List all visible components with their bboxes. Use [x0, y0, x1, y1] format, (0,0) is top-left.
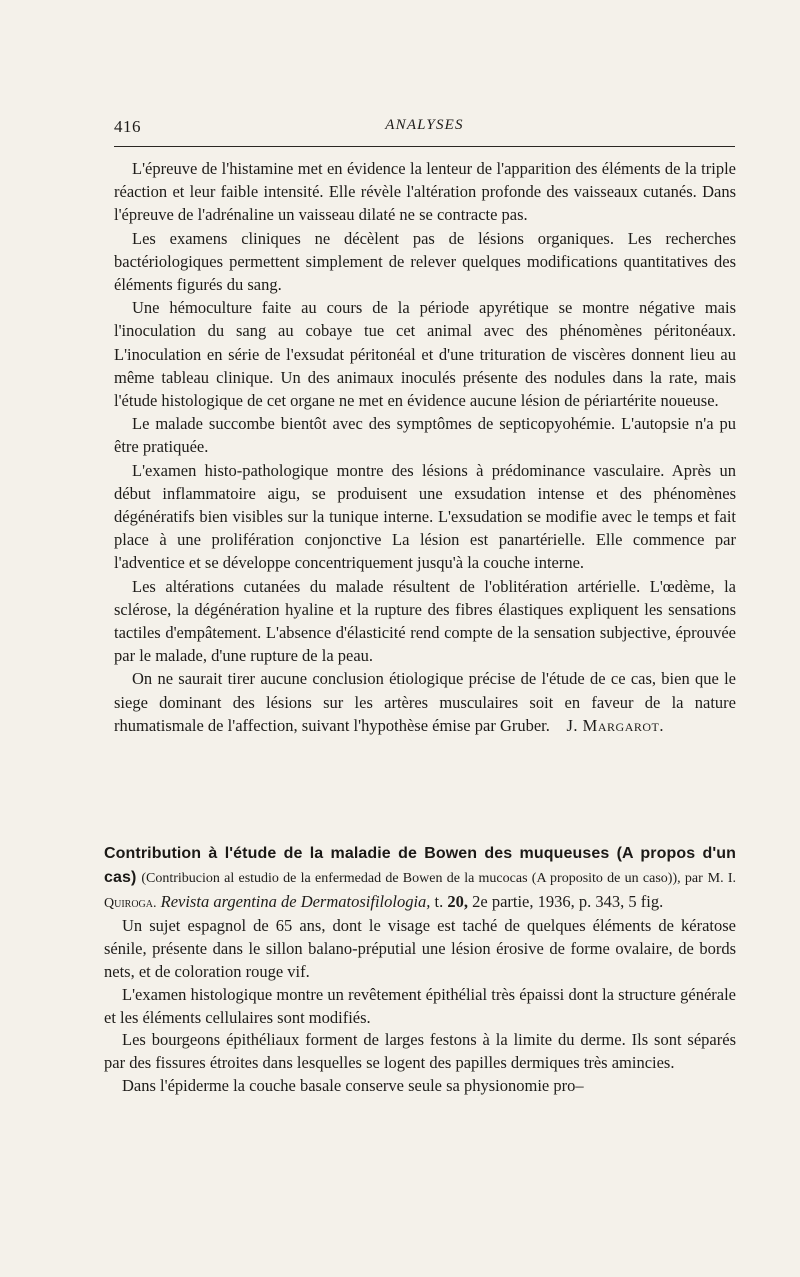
- paragraph: L'examen histologique montre un revêtement épithélial très épaissi dont la structure générale et les éléments cellulaires sont modifiés.: [104, 984, 736, 1027]
- article-title: Contribution à l'étude de la maladie de Bowen des muqueuses (A propos d'un cas): [104, 845, 736, 886]
- paragraph: Une hémoculture faite au cours de la période apyrétique se montre négative mais l'inoculation du sang au cobaye tue cet animal avec des phénomènes péritonéaux. L'inoculation en série de l'exsudat péritonéal et d'une trituration de viscères donnent lieu au même tableau clinique. Un des animaux inoculés présente des nodules dans la rate, mais l'étude histologique de cet organe ne met en évidence aucune lésion de périartérite noueuse.: [114, 298, 736, 411]
- paragraph: Les altérations cutanées du malade résultent de l'oblitération artérielle. L'œdème, la sclérose, la dégénération hyaline et la rupture des fibres élastiques expliquent les sensations tactiles d'empâtement. L'absence d'élasticité rend compte de la sensation subjective, éprouvée par le malade, d'une rupture de la peau.: [114, 576, 736, 666]
- analysis-body: [114, 157, 736, 737]
- article-original-title: (Contribucion al estudio de la enfermedad de Bowen de la mucocas (A proposito de un caso)), par: [141, 870, 703, 886]
- running-head: [114, 117, 735, 141]
- paragraph: Dans l'épiderme la couche basale conserve seule sa physionomie pro–: [122, 1075, 584, 1095]
- paragraph: L'épreuve de l'histamine met en évidence la lenteur de l'apparition des éléments de la triple réaction et leur faible intensité. Elle révèle l'altération profonde des vaisseaux cutanés. Dans l'épreuve de l'adrénaline un vaisseau dilaté ne se contracte pas.: [114, 159, 736, 225]
- paragraph: On ne saurait tirer aucune conclusion étiologique précise de l'étude de ce cas, bien que le siege dominant des lésions sur les artères musculaires soit en faveur de la nature rhumatismale de l'affection, suivant l'hypothèse émise par Gruber.: [114, 669, 736, 735]
- page-number: 416: [114, 117, 141, 136]
- article-reference: [104, 842, 736, 915]
- volume-number: 20,: [447, 891, 468, 911]
- volume-prefix: t.: [434, 891, 444, 911]
- paragraph: Un sujet espagnol de 65 ans, dont le visage est taché de quelques éléments de kératose sénile, présente dans le sillon balano-préputial une lésion érosive de forme ovalaire, de bords nets, et de coloration rouge vif.: [104, 916, 736, 981]
- article-review: [104, 842, 736, 1098]
- paragraph: L'examen histo-pathologique montre des lésions à prédominance vasculaire. Après un début inflammatoire aigu, se produisent une exsudation intense et des phénomènes dégénératifs bien visibles sur la tunique interne. L'exsudation se modifie avec le temps et fait place à une prolifération conjonctive La lésion est panartérielle. Elle commence par l'adventice et se développe concentriquement jusqu'à la couche interne.: [114, 460, 736, 573]
- header-rule: [114, 146, 735, 147]
- publication-details: 2e partie, 1936, p. 343, 5 fig.: [472, 891, 664, 911]
- journal-name: Revista argentina de Dermatosifilologia,: [160, 891, 431, 911]
- running-title: ANALYSES: [385, 117, 464, 133]
- paragraph: Le malade succombe bientôt avec des symptômes de septicopyohémie. L'autopsie n'a pu être pratiquée.: [114, 414, 736, 457]
- closing-paragraph: [114, 667, 736, 737]
- paragraph: Les examens cliniques ne décèlent pas de lésions organiques. Les recherches bactériologiques permettent simplement de relever quelques modifications quantitatives des éléments figurés du sang.: [114, 228, 736, 295]
- author-signature: J. Margarot.: [566, 715, 664, 735]
- article-author: M. I. Quiroga.: [104, 870, 737, 911]
- paragraph: Les bourgeons épithéliaux forment de larges festons à la limite du derme. Ils sont séparés par des fissures étroites dans lesquelles se logent des papilles dermiques très amincies.: [104, 1030, 736, 1073]
